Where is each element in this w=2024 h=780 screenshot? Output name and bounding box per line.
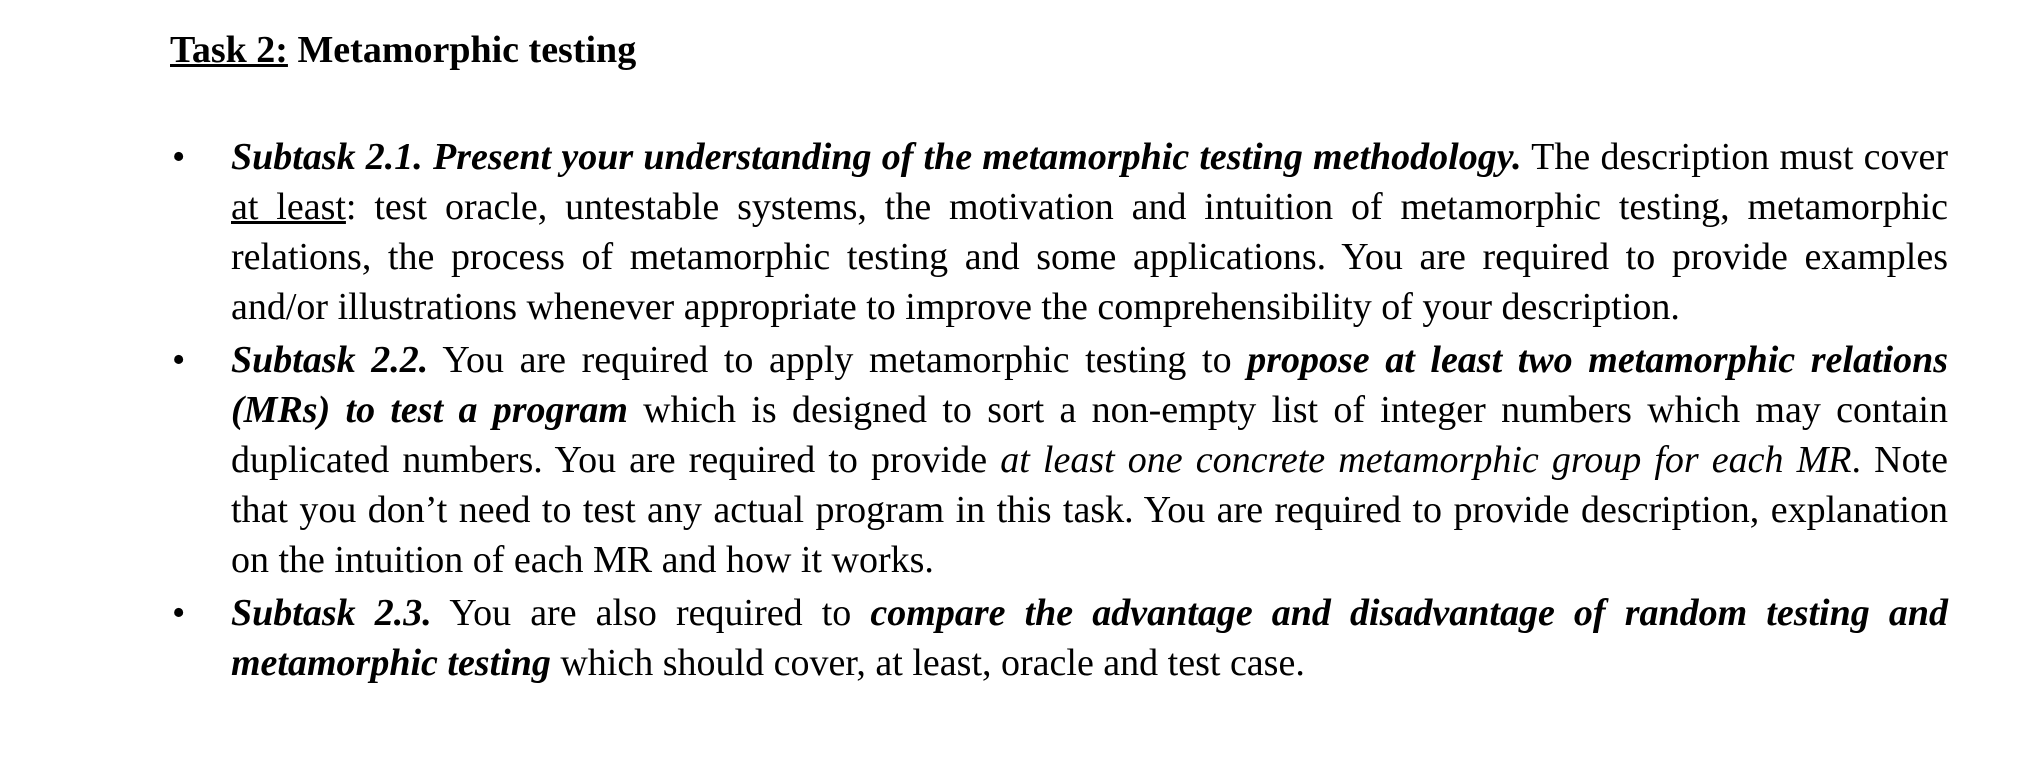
text-run: You are also required to bbox=[431, 592, 871, 634]
bullet-icon: • bbox=[172, 136, 186, 178]
subtask-text bbox=[231, 588, 1948, 688]
bullet-icon: • bbox=[172, 592, 186, 634]
section-heading bbox=[170, 28, 636, 72]
subtask-heading: Subtask 2.1. Present your understanding of the metamorphic testing methodology. bbox=[231, 136, 1522, 178]
text-run: You are required to apply metamorphic testing to bbox=[428, 339, 1248, 381]
text-run: which is designed to sort a non-empty list of integer numbers which may contain duplicated numbers. You are required to provide bbox=[231, 389, 1948, 481]
text-run: which should cover, at least, oracle and test case. bbox=[550, 642, 1305, 684]
underlined-text: at least bbox=[231, 186, 346, 228]
subtask-text bbox=[231, 132, 1948, 332]
subtask-heading: Subtask 2.2. bbox=[231, 339, 429, 381]
task-title: Metamorphic testing bbox=[297, 29, 637, 71]
list-item-subtask-2-3 bbox=[0, 588, 2024, 688]
subtask-text bbox=[231, 335, 1948, 585]
text-run: . Note that you don’t need to test any actual program in this task. You are required to provide description, explanation on the intuition of each MR and how it works. bbox=[231, 439, 1948, 581]
subtask-list bbox=[0, 132, 2024, 691]
italic-text: at least one concrete metamorphic group for each MR bbox=[1000, 439, 1852, 481]
subtask-heading: Subtask 2.3. bbox=[231, 592, 432, 634]
list-item-subtask-2-1 bbox=[0, 132, 2024, 332]
bullet-icon: • bbox=[172, 339, 186, 381]
text-run: The description must cover bbox=[1521, 136, 1948, 178]
emphasized-text: propose at least two metamorphic relations (MRs) to test a program bbox=[231, 339, 1948, 431]
list-item-subtask-2-2 bbox=[0, 335, 2024, 585]
emphasized-text: compare the advantage and disadvantage of random testing and metamorphic testing bbox=[231, 592, 1948, 684]
task-label: Task 2: bbox=[170, 29, 288, 71]
text-run: : test oracle, untestable systems, the motivation and intuition of metamorphic testing, metamorphic relations, the process of metamorphic testing and some applications. You are required to provide examples and/or illustrations whenever appropriate to improve the comprehensibility of your description. bbox=[231, 186, 1948, 328]
